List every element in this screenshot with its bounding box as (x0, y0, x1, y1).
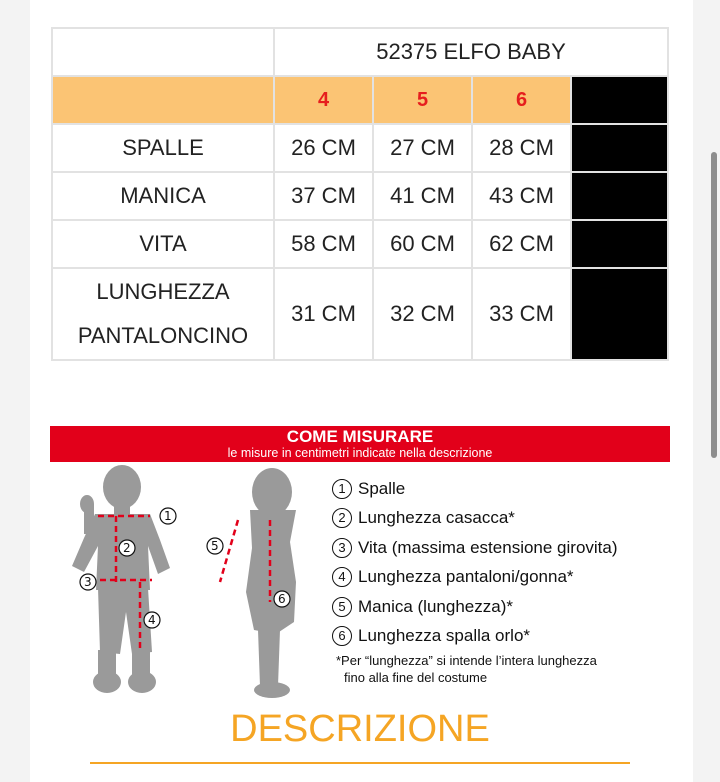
size-table (51, 27, 669, 361)
description-heading: DESCRIZIONE (230, 708, 490, 750)
marker-2: 2 (123, 541, 131, 555)
measure-figures-illustration (50, 462, 320, 702)
legend-item (332, 474, 618, 504)
cell: 41 CM (373, 172, 472, 220)
black-cell (571, 268, 668, 360)
size-6: 6 (472, 76, 571, 124)
label-line1: LUNGHEZZA (96, 279, 230, 304)
legend-label: Spalle (358, 478, 406, 498)
row-label-vita: VITA (52, 220, 274, 268)
legend-num: 3 (332, 538, 352, 558)
legend-item (332, 533, 618, 563)
marker-6: 6 (278, 592, 286, 606)
marker-4: 4 (148, 613, 156, 627)
note-line1: *Per “lunghezza” si intende l’intera lunghezza (336, 653, 597, 668)
marker-3: 3 (84, 575, 92, 589)
legend-num: 6 (332, 626, 352, 646)
size-4: 4 (274, 76, 373, 124)
banner-subtitle: le misure in centimetri indicate nella descrizione (227, 446, 493, 460)
description-divider (90, 762, 630, 764)
legend-label: Lunghezza pantaloni/gonna* (358, 567, 574, 587)
legend-num: 5 (332, 597, 352, 617)
banner-title: COME MISURARE (286, 427, 434, 446)
cell: 27 CM (373, 124, 472, 172)
cell: 33 CM (472, 268, 571, 360)
cell: 31 CM (274, 268, 373, 360)
cell: 43 CM (472, 172, 571, 220)
label-line2: PANTALONCINO (77, 323, 249, 348)
legend-num: 1 (332, 479, 352, 499)
size-5: 5 (373, 76, 472, 124)
table-corner-cell (52, 28, 274, 76)
cell: 37 CM (274, 172, 373, 220)
cell: 28 CM (472, 124, 571, 172)
black-cell (571, 172, 668, 220)
measure-legend (332, 474, 618, 651)
legend-label: Vita (massima estensione girovita) (358, 537, 618, 557)
product-title: 52375 ELFO BABY (274, 28, 668, 76)
size-header-blank (52, 76, 274, 124)
note-line2: fino alla fine del costume (344, 670, 488, 685)
marker-5: 5 (211, 539, 219, 553)
cell: 58 CM (274, 220, 373, 268)
legend-label: Lunghezza spalla orlo* (358, 626, 531, 646)
cell: 62 CM (472, 220, 571, 268)
legend-item (332, 622, 618, 652)
row-label-manica: MANICA (52, 172, 274, 220)
measure-banner (50, 426, 670, 462)
legend-item (332, 592, 618, 622)
legend-num: 4 (332, 567, 352, 587)
black-cell (571, 220, 668, 268)
legend-label: Lunghezza casacca* (358, 508, 515, 528)
row-label-lunghezza (52, 268, 274, 360)
cell: 60 CM (373, 220, 472, 268)
row-label-spalle: SPALLE (52, 124, 274, 172)
marker-1: 1 (164, 509, 172, 523)
cell: 26 CM (274, 124, 373, 172)
scrollbar[interactable] (711, 152, 717, 458)
legend-item (332, 563, 618, 593)
black-cell (571, 124, 668, 172)
measure-note (336, 652, 597, 686)
cell: 32 CM (373, 268, 472, 360)
legend-num: 2 (332, 508, 352, 528)
black-column (571, 76, 668, 124)
legend-item (332, 504, 618, 534)
legend-label: Manica (lunghezza)* (358, 596, 513, 616)
